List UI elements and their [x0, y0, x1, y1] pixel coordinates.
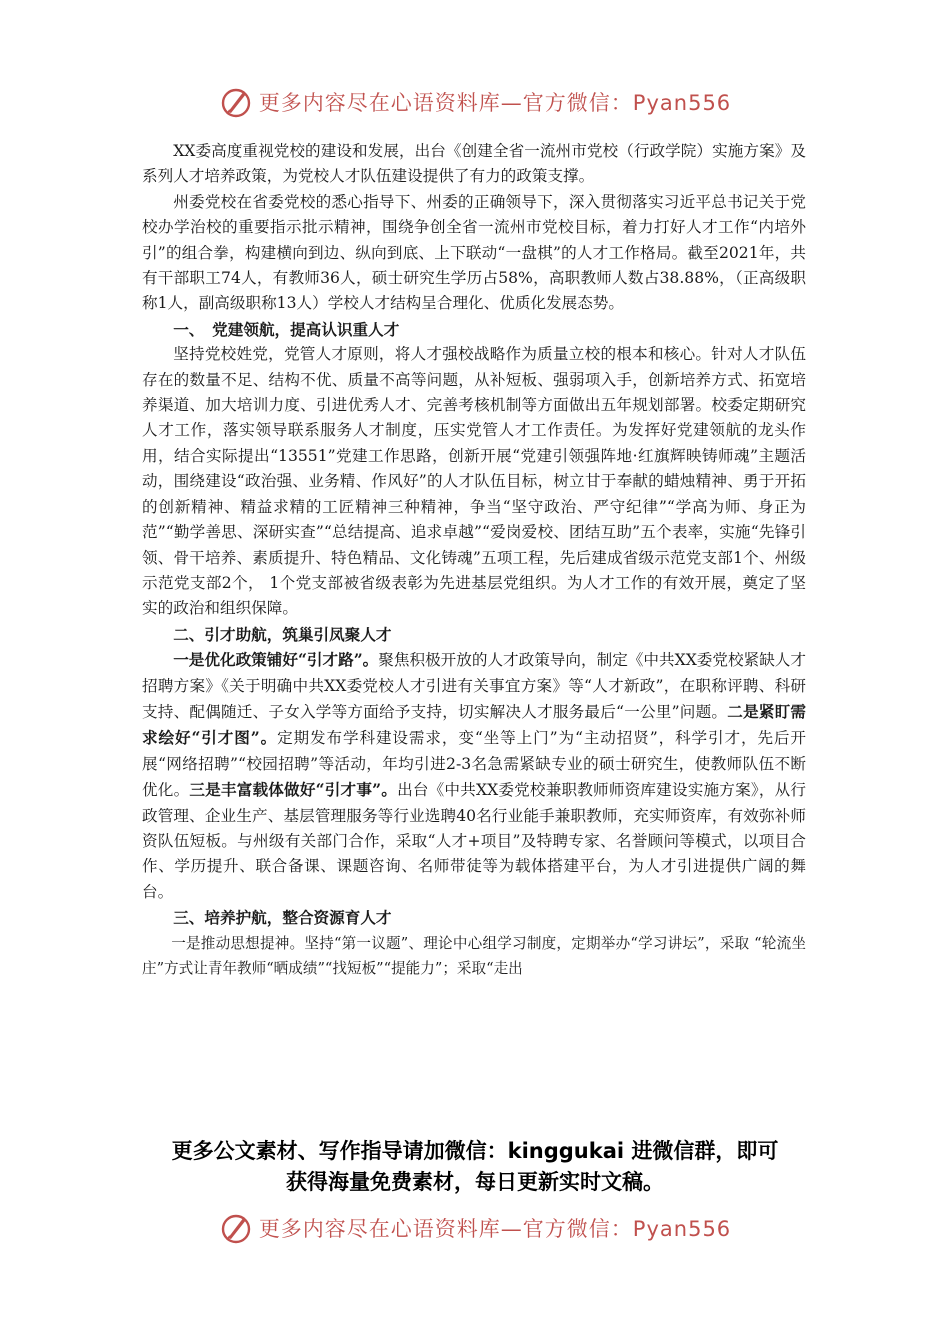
text-3: 出台《中共XX委党校兼职教师师资库建设实施方案》，从行政管理、企业生产、基层管理服务等行业选聘40名行业能手兼职教师，充实师资库，有效弥补师资队伍短板。与州级有关部门合作，采取“人才+项目”及特聘专家、名誉顾问等模式，以项目合作、学历提升、联合备课、课题咨询、名师带徒等为载体搭建平台，为人才引进提供广阔的舞台。: [142, 781, 806, 901]
document-body: [142, 139, 806, 981]
text-2: 定期发布学科建设需求，变“坐等上门”为“主动招贤”，科学引才，先后开展“网络招聘”“校园招聘”等活动，年均引进2-3名急需紧缺专业的硕士研究生，使教师队伍不断优化。: [142, 729, 806, 800]
promo-line-2: 获得海量免费素材，每日更新实时文稿。: [286, 1170, 664, 1194]
banner-text: 更多内容尽在心语资料库—官方微信：Pyan556: [258, 1217, 732, 1241]
footer-banner: [0, 1206, 950, 1250]
bold-lead-2: 二是紧盯需求绘好“引才图”。: [142, 701, 806, 748]
header-banner: [0, 80, 950, 124]
quill-pen-logo-icon: [219, 85, 253, 119]
paragraph-section-2: [142, 647, 806, 905]
section-heading-1: 一、 党建领航，提高认识重人才: [173, 319, 400, 339]
section-heading-3: 三、培养护航，整合资源育人才: [173, 908, 392, 928]
banner-text: 更多内容尽在心语资料库—官方微信：Pyan556: [258, 91, 732, 115]
quill-pen-logo-icon: [219, 1211, 253, 1245]
promo-notice: [0, 1136, 950, 1198]
paragraph-intro: XX委高度重视党校的建设和发展，出台《创建全省一流州市党校（行政学院）实施方案》及系列人才培养政策，为党校人才队伍建设提供了有力的政策支撑。: [142, 142, 806, 186]
bold-lead-3: 三是丰富载体做好“引才事”。: [189, 780, 398, 800]
paragraph-section-3: 一是推动思想提神。坚持“第一议题”、理论中心组学习制度，定期举办“学习讲坛”，采取 “轮流坐庄”方式让青年教师“晒成绩”“找短板”“提能力”；采取“走出: [142, 934, 806, 977]
paragraph-overview: 州委党校在省委党校的悉心指导下、州委的正确领导下，深入贯彻落实习近平总书记关于党校办学治校的重要指示批示精神，围绕争创全省一流州市党校目标，着力打好人才工作“内培外引”的组合拳，构建横向到边、纵向到底、上下联动“一盘棋”的人才工作格局。截至2021年，共有干部职工74人，有教师36人，硕士研究生学历占58%，高职教师人数占38.88%，（正高级职称1人，副高级职称13人）学校人才结构呈合理化、优质化发展态势。: [142, 192, 806, 313]
text-1: 聚焦积极开放的人才政策导向，制定《中共XX委党校紧缺人才招聘方案》《关于明确中共XX委党校人才引进有关事宜方案》等“人才新政”，在职称评聘、科研支持、配偶随迁、子女入学等方面给予支持，切实解决人才服务最后“一公里”问题。: [142, 651, 806, 721]
bold-lead-1: 一是优化政策铺好“引才路”。: [173, 650, 379, 670]
section-heading-2: 二、引才助航，筑巢引凤聚人才: [173, 624, 392, 644]
paragraph-section-1: 坚持党校姓党，党管人才原则，将人才强校战略作为质量立校的根本和核心。针对人才队伍存在的数量不足、结构不优、质量不高等问题，从补短板、强弱项入手，创新培养方式、拓宽培养渠道、加大培训力度、引进优秀人才、完善考核机制等方面做出五年规划部署。校委定期研究人才工作，落实领导联系服务人才制度，压实党管人才工作责任。为发挥好党建领航的龙头作用，结合实际提出“13551”党建工作思路，创新开展“党建引领强阵地·红旗辉映铸师魂”主题活动，围绕建设“政治强、业务精、作风好”的人才队伍目标，树立甘于奉献的蜡烛精神、勇于开拓的创新精神、精益求精的工匠精神三种精神，争当“坚守政治、严守纪律”“学高为师、身正为范”“勤学善思、深研实查”“总结提高、追求卓越”“爱岗爱校、团结互助”五个表率，实施“先锋引领、骨干培养、素质提升、特色精品、文化铸魂”五项工程，先后建成省级示范党支部1个、州级示范党支部2个， 1个党支部被省级表彰为先进基层党组织。为人才工作的有效开展，奠定了坚实的政治和组织保障。: [142, 345, 806, 618]
promo-line-1: 更多公文素材、写作指导请加微信：kinggukai 进微信群，即可: [171, 1139, 779, 1163]
